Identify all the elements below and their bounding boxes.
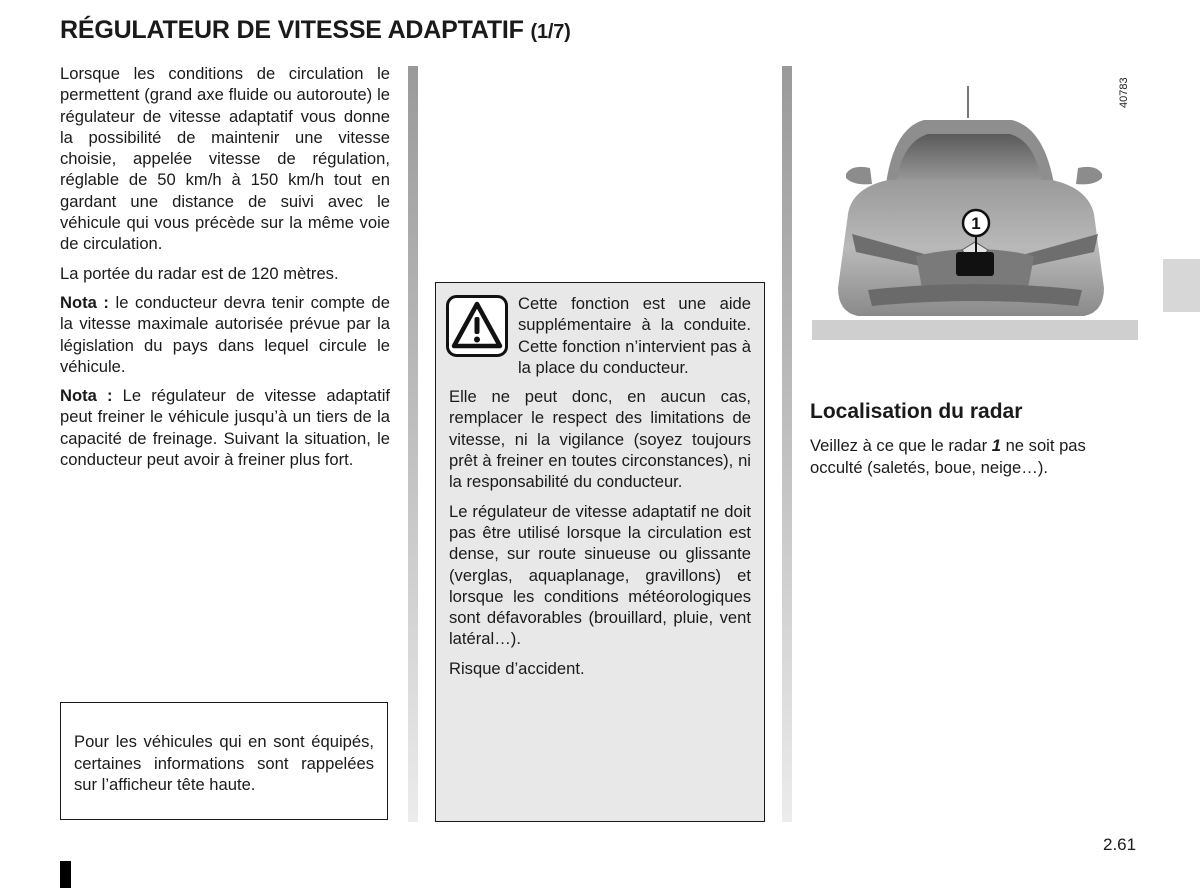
- warning-paragraph-3: Le régulateur de vitesse adaptatif ne doit pas être utilisé lorsque la circulation est dense, sur route sinueuse ou glissante (verglas, aquaplanage, gravillons) et lorsque les conditions météorologiques sont défavorables (brouillard, pluie, vent latéral…).: [449, 501, 751, 649]
- section-text-start: Veillez à ce que le radar: [810, 436, 992, 455]
- info-box: [60, 702, 388, 820]
- page-title: [60, 16, 571, 45]
- column-divider: [782, 66, 792, 822]
- note-text: le conducteur devra tenir compte de la vitesse maximale autorisée prévue par la législation du pays dans lequel circule le véhicule.: [60, 292, 391, 376]
- column-divider: [408, 66, 418, 822]
- section-text-end: ne soit pas occulté (saletés, boue, neige…).: [810, 436, 1086, 477]
- note-label: Nota :: [60, 386, 113, 406]
- chapter-tab: [1163, 259, 1200, 312]
- section-text: [810, 435, 1140, 478]
- warning-paragraph-2: Elle ne peut donc, en aucun cas, remplacer le respect des limitations de vitesse, ni la vigilance (soyez toujours prêt à freiner en toutes circonstances), ni la responsabilité du conducteur.: [449, 387, 751, 492]
- section-heading: Localisation du radar: [810, 400, 1023, 423]
- figure-reference: 40783: [1118, 77, 1130, 108]
- warning-paragraph-1: Cette fonction est une aide supplémentaire à la conduite. Cette fonction n’intervient pas à la place du conducteur.: [518, 294, 751, 377]
- page-part: (1/7): [530, 21, 571, 43]
- corner-mark: [60, 861, 71, 888]
- intro-paragraph: Lorsque les conditions de circulation le permettent (grand axe fluide ou autoroute) le régulateur de vitesse adaptatif vous donne la possibilité de maintenir une vitesse choisie, appelée vitesse de régulation, réglable de 50 km/h à 150 km/h tout en gardant une distance de suivi avec le véhicule qui vous précède sur la même voie de circulation.: [60, 64, 390, 254]
- page-number: 2.61: [1103, 835, 1137, 854]
- info-box-text: Pour les véhicules qui en sont équipés, certaines informations sont rappelées sur l’afficheur tête haute.: [74, 732, 374, 794]
- range-paragraph: La portée du radar est de 120 mètres.: [60, 263, 339, 283]
- note-paragraph-2: [60, 385, 390, 470]
- page-title-text: RÉGULATEUR DE VITESSE ADAPTATIF: [60, 16, 524, 44]
- left-column: [60, 63, 390, 478]
- note-paragraph-1: [60, 292, 390, 377]
- note-text: Le régulateur de vitesse adaptatif peut freiner le véhicule jusqu’à un tiers de la capacité de freinage. Suivant la situation, le conducteur peut avoir à freiner plus fort.: [60, 386, 390, 470]
- car-front-illustration: [812, 66, 1138, 340]
- callout-number: 1: [971, 214, 981, 233]
- warning-triangle-icon: [446, 295, 508, 357]
- warning-box: [435, 282, 765, 822]
- note-label: Nota :: [60, 292, 109, 312]
- warning-paragraph-4: Risque d’accident.: [449, 658, 585, 678]
- radar-reference: 1: [991, 436, 1001, 455]
